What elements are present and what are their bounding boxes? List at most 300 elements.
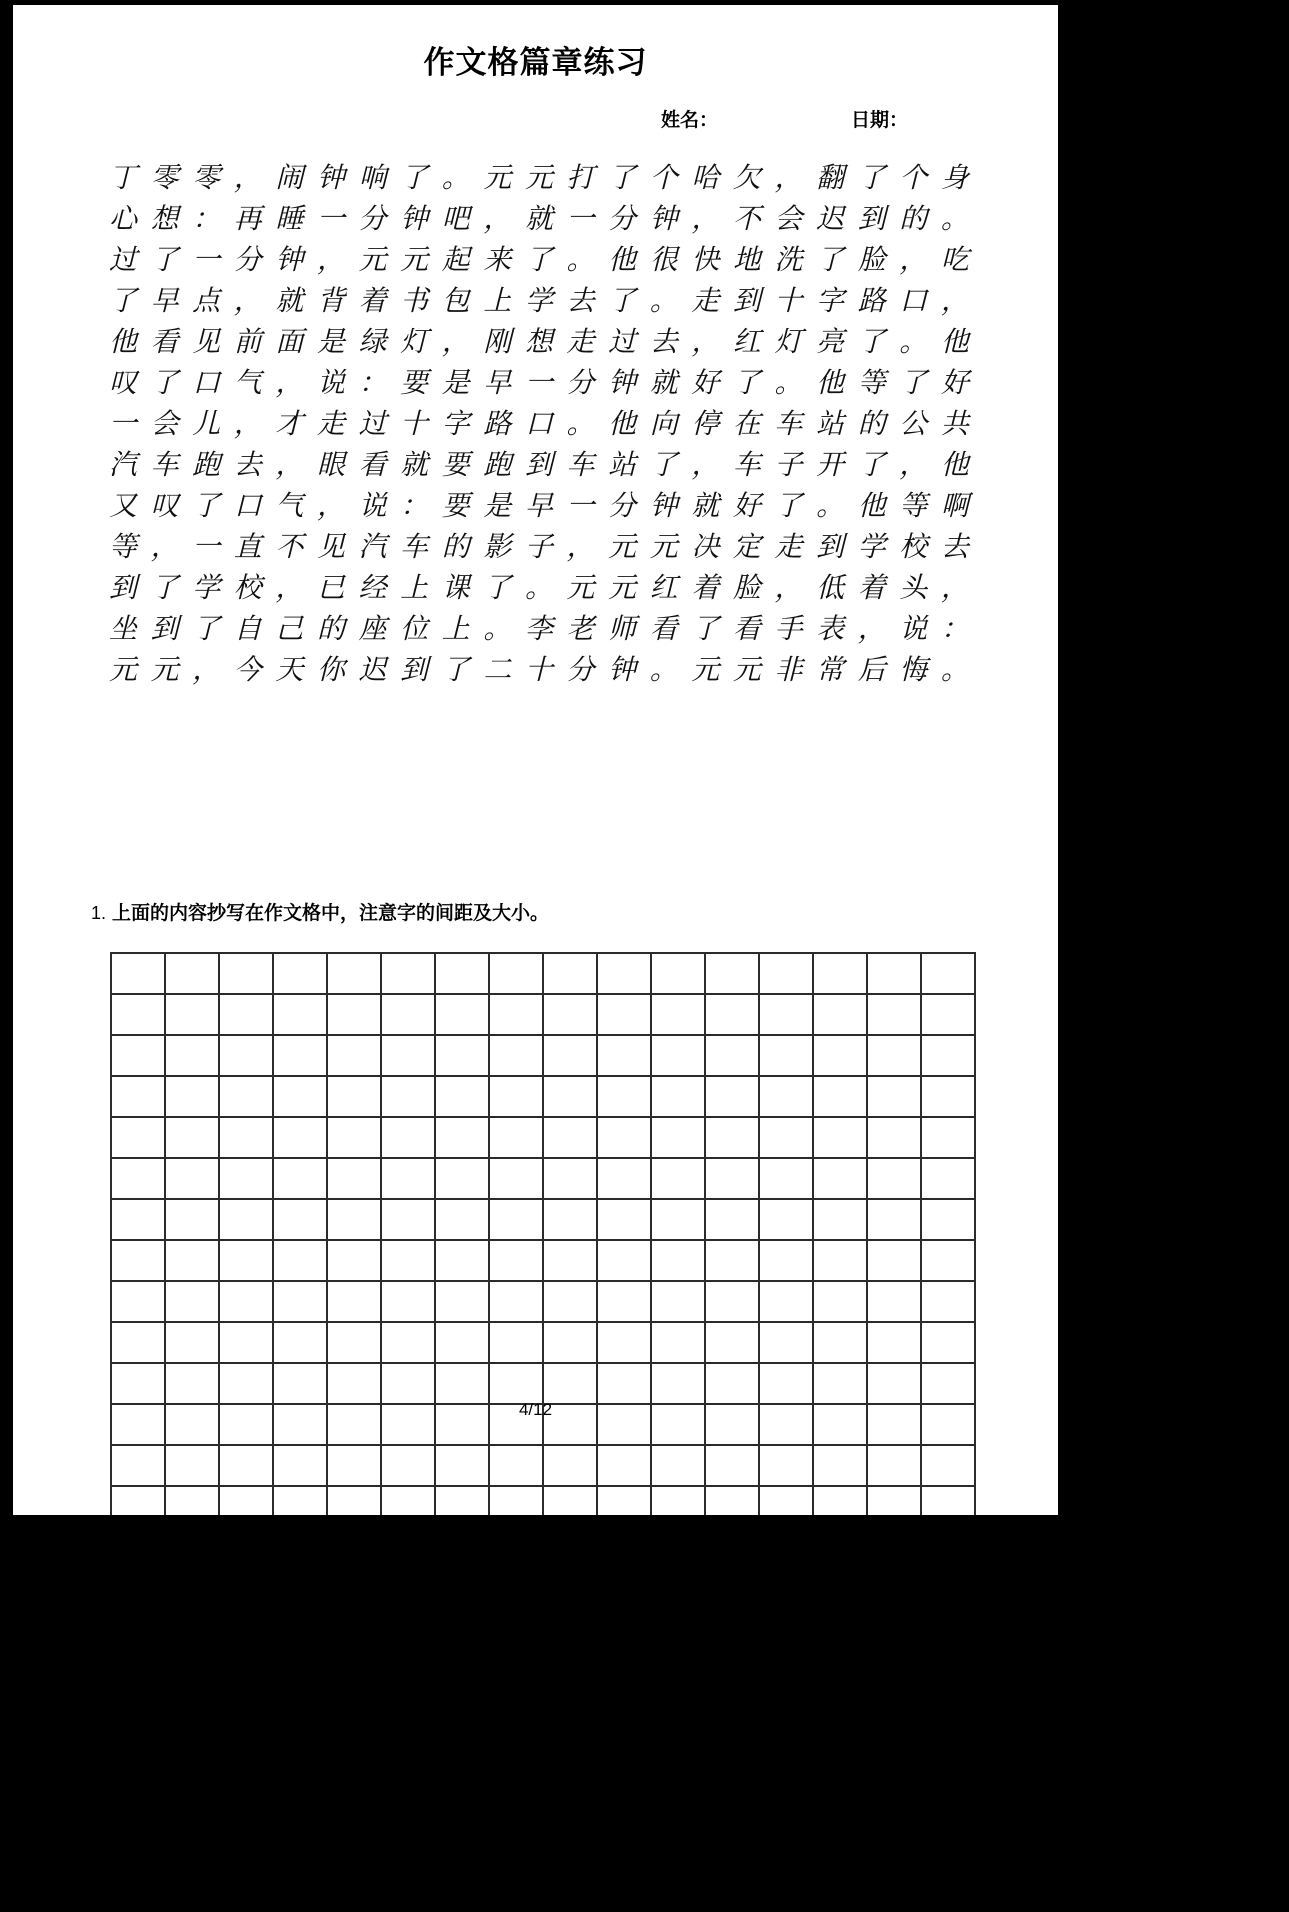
grid-cell[interactable]	[598, 1282, 652, 1323]
passage-char: ，	[316, 243, 345, 276]
grid-cell[interactable]	[760, 1159, 814, 1200]
grid-cell[interactable]	[166, 1364, 220, 1405]
grid-cell[interactable]	[112, 1241, 166, 1282]
grid-cell[interactable]	[598, 1159, 652, 1200]
grid-cell[interactable]	[166, 995, 220, 1036]
grid-cell[interactable]	[490, 1323, 544, 1364]
grid-cell[interactable]	[436, 954, 490, 995]
grid-cell[interactable]	[868, 1364, 922, 1405]
grid-cell[interactable]	[220, 1364, 274, 1405]
grid-cell[interactable]	[382, 1159, 436, 1200]
passage-char: 十	[774, 284, 803, 317]
passage-char: 共	[940, 407, 969, 440]
grid-cell[interactable]	[922, 1118, 976, 1159]
grid-cell[interactable]	[544, 995, 598, 1036]
grid-cell[interactable]	[220, 1323, 274, 1364]
passage-char: 就	[649, 366, 678, 399]
grid-cell[interactable]	[112, 1077, 166, 1118]
passage-char: 了	[483, 571, 512, 604]
grid-cell[interactable]	[814, 1036, 868, 1077]
passage-char: 车	[150, 448, 179, 481]
grid-cell[interactable]	[490, 1446, 544, 1487]
passage-char: 在	[732, 407, 761, 440]
passage-char: 钟	[649, 202, 678, 235]
grid-cell[interactable]	[436, 1446, 490, 1487]
passage-char: 走	[566, 325, 595, 358]
grid-cell[interactable]	[814, 1282, 868, 1323]
grid-cell[interactable]	[652, 1323, 706, 1364]
grid-cell[interactable]	[328, 1241, 382, 1282]
passage-char: 他	[109, 325, 138, 358]
passage-char: 说	[899, 612, 928, 645]
passage-char: 学	[192, 571, 221, 604]
grid-cell[interactable]	[328, 1446, 382, 1487]
grid-cell[interactable]	[652, 995, 706, 1036]
grid-cell[interactable]	[922, 1282, 976, 1323]
grid-cell[interactable]	[328, 1077, 382, 1118]
grid-cell[interactable]	[706, 1487, 760, 1515]
passage-char: 早	[150, 284, 179, 317]
grid-cell[interactable]	[760, 1487, 814, 1515]
grid-cell[interactable]	[382, 995, 436, 1036]
passage-char: 元	[691, 653, 720, 686]
grid-cell[interactable]	[652, 1077, 706, 1118]
grid-cell[interactable]	[814, 1241, 868, 1282]
passage-char: ，	[899, 448, 928, 481]
passage-char: ，	[691, 325, 720, 358]
passage-char: 钟	[316, 161, 345, 194]
passage-char: 口	[192, 366, 221, 399]
grid-cell[interactable]	[544, 1077, 598, 1118]
passage-char: 。	[566, 407, 595, 440]
grid-cell[interactable]	[436, 1241, 490, 1282]
grid-cell[interactable]	[706, 1364, 760, 1405]
passage-char: 校	[899, 530, 928, 563]
grid-cell[interactable]	[598, 1446, 652, 1487]
grid-cell[interactable]	[112, 1323, 166, 1364]
grid-cell[interactable]	[814, 1118, 868, 1159]
grid-cell[interactable]	[490, 1200, 544, 1241]
grid-cell[interactable]	[706, 1118, 760, 1159]
grid-cell[interactable]	[490, 1159, 544, 1200]
passage-char: 今	[233, 653, 262, 686]
grid-cell[interactable]	[814, 1159, 868, 1200]
passage-char: 说	[316, 366, 345, 399]
grid-cell[interactable]	[382, 1077, 436, 1118]
grid-cell[interactable]	[706, 995, 760, 1036]
grid-cell[interactable]	[382, 1446, 436, 1487]
grid-cell[interactable]	[868, 1487, 922, 1515]
passage-char: ，	[857, 612, 886, 645]
passage-char: 元	[732, 653, 761, 686]
passage-char: ，	[233, 284, 262, 317]
grid-cell[interactable]	[112, 1282, 166, 1323]
passage-line	[109, 608, 969, 649]
grid-cell[interactable]	[760, 1282, 814, 1323]
grid-cell[interactable]	[814, 1323, 868, 1364]
grid-cell[interactable]	[868, 1323, 922, 1364]
grid-cell[interactable]	[166, 1446, 220, 1487]
grid-cell[interactable]	[274, 1118, 328, 1159]
passage-char: 。	[649, 653, 678, 686]
grid-cell[interactable]	[868, 1446, 922, 1487]
grid-cell[interactable]	[706, 1036, 760, 1077]
grid-cell[interactable]	[220, 1446, 274, 1487]
passage-char: 亮	[816, 325, 845, 358]
passage-char: 了	[441, 653, 470, 686]
grid-cell[interactable]	[544, 954, 598, 995]
grid-cell[interactable]	[706, 1241, 760, 1282]
passage-char: 的	[857, 407, 886, 440]
grid-cell[interactable]	[274, 1036, 328, 1077]
grid-cell[interactable]	[328, 1323, 382, 1364]
grid-cell[interactable]	[220, 1282, 274, 1323]
passage-char: 是	[483, 489, 512, 522]
grid-cell[interactable]	[382, 1118, 436, 1159]
grid-cell[interactable]	[490, 1487, 544, 1515]
grid-cell[interactable]	[706, 954, 760, 995]
passage-char: 一	[566, 202, 595, 235]
passage-char: 要	[400, 366, 429, 399]
grid-cell[interactable]	[112, 1364, 166, 1405]
passage-char: 上	[483, 284, 512, 317]
passage-char: 着	[358, 284, 387, 317]
passage-char: 已	[316, 571, 345, 604]
grid-cell[interactable]	[760, 954, 814, 995]
grid-cell[interactable]	[922, 995, 976, 1036]
passage-char: 直	[233, 530, 262, 563]
grid-cell[interactable]	[220, 1118, 274, 1159]
passage-char: 向	[649, 407, 678, 440]
grid-cell[interactable]	[436, 1159, 490, 1200]
grid-cell[interactable]	[598, 1200, 652, 1241]
passage-char: 上	[441, 612, 470, 645]
grid-cell[interactable]	[598, 1036, 652, 1077]
grid-cell[interactable]	[436, 1200, 490, 1241]
grid-row	[112, 1036, 976, 1077]
passage-char: 前	[233, 325, 262, 358]
grid-cell[interactable]	[760, 1446, 814, 1487]
grid-cell[interactable]	[220, 1241, 274, 1282]
grid-cell[interactable]	[922, 954, 976, 995]
grid-cell[interactable]	[652, 1446, 706, 1487]
passage-char: 气	[233, 366, 262, 399]
passage-line	[109, 485, 969, 526]
grid-cell[interactable]	[220, 995, 274, 1036]
grid-cell[interactable]	[544, 1118, 598, 1159]
grid-cell[interactable]	[490, 1241, 544, 1282]
grid-cell[interactable]	[544, 1323, 598, 1364]
grid-cell[interactable]	[220, 954, 274, 995]
passage-char: 。	[774, 366, 803, 399]
grid-cell[interactable]	[868, 1118, 922, 1159]
grid-cell[interactable]	[436, 1077, 490, 1118]
grid-cell[interactable]	[652, 1036, 706, 1077]
grid-cell[interactable]	[112, 1200, 166, 1241]
grid-cell[interactable]	[436, 995, 490, 1036]
grid-cell[interactable]	[922, 1446, 976, 1487]
grid-cell[interactable]	[652, 1282, 706, 1323]
grid-cell[interactable]	[436, 1364, 490, 1405]
grid-cell[interactable]	[544, 1036, 598, 1077]
grid-cell[interactable]	[706, 1323, 760, 1364]
grid-cell[interactable]	[274, 1241, 328, 1282]
grid-cell[interactable]	[166, 954, 220, 995]
passage-char: 红	[732, 325, 761, 358]
passage-char: 到	[524, 448, 553, 481]
grid-cell[interactable]	[652, 1159, 706, 1200]
grid-cell[interactable]	[706, 1446, 760, 1487]
grid-cell[interactable]	[922, 1364, 976, 1405]
grid-cell[interactable]	[490, 995, 544, 1036]
grid-cell[interactable]	[922, 1241, 976, 1282]
grid-cell[interactable]	[436, 1282, 490, 1323]
page-number: 4/12	[518, 1400, 553, 1419]
grid-cell[interactable]	[814, 1364, 868, 1405]
grid-cell[interactable]	[598, 1118, 652, 1159]
grid-cell[interactable]	[814, 954, 868, 995]
passage-char: 走	[691, 284, 720, 317]
passage-char: 李	[524, 612, 553, 645]
grid-cell[interactable]	[274, 1200, 328, 1241]
grid-cell[interactable]	[868, 1159, 922, 1200]
grid-cell[interactable]	[760, 1036, 814, 1077]
grid-cell[interactable]	[112, 954, 166, 995]
passage-char: 车	[566, 448, 595, 481]
passage-char: 汽	[109, 448, 138, 481]
grid-cell[interactable]	[706, 1282, 760, 1323]
passage-char: 的	[899, 202, 928, 235]
grid-cell[interactable]	[274, 1282, 328, 1323]
grid-cell[interactable]	[274, 1159, 328, 1200]
passage-char: 哈	[691, 161, 720, 194]
grid-cell[interactable]	[922, 1159, 976, 1200]
grid-cell[interactable]	[166, 1118, 220, 1159]
grid-cell[interactable]	[598, 1364, 652, 1405]
grid-cell[interactable]	[544, 1159, 598, 1200]
grid-cell[interactable]	[166, 1487, 220, 1515]
grid-cell[interactable]	[220, 1036, 274, 1077]
grid-cell[interactable]	[328, 1282, 382, 1323]
passage-char: 灯	[400, 325, 429, 358]
passage-char: 。	[816, 489, 845, 522]
passage-char: 想	[150, 202, 179, 235]
grid-cell[interactable]	[490, 1077, 544, 1118]
grid-cell[interactable]	[220, 1200, 274, 1241]
grid-cell[interactable]	[868, 1200, 922, 1241]
grid-cell[interactable]	[544, 1241, 598, 1282]
grid-cell[interactable]	[814, 1077, 868, 1118]
grid-cell[interactable]	[166, 1159, 220, 1200]
passage-char: 闹	[275, 161, 304, 194]
passage-char: ，	[275, 448, 304, 481]
grid-cell[interactable]	[274, 1446, 328, 1487]
writing-grid[interactable]	[110, 952, 976, 1515]
grid-cell[interactable]	[814, 1446, 868, 1487]
grid-cell[interactable]	[868, 995, 922, 1036]
grid-cell[interactable]	[382, 1036, 436, 1077]
grid-cell[interactable]	[760, 995, 814, 1036]
passage-char: 。	[524, 571, 553, 604]
grid-cell[interactable]	[112, 1118, 166, 1159]
passage-char: 常	[816, 653, 845, 686]
grid-cell[interactable]	[760, 1200, 814, 1241]
grid-cell[interactable]	[652, 954, 706, 995]
grid-cell[interactable]	[598, 1077, 652, 1118]
passage-char: 绿	[358, 325, 387, 358]
passage-char: 跑	[192, 448, 221, 481]
grid-row	[112, 1077, 976, 1118]
grid-cell[interactable]	[868, 1036, 922, 1077]
grid-cell[interactable]	[436, 1036, 490, 1077]
grid-cell[interactable]	[490, 1118, 544, 1159]
grid-cell[interactable]	[166, 1282, 220, 1323]
grid-cell[interactable]	[760, 1077, 814, 1118]
passage-char: 脸	[857, 243, 886, 276]
grid-cell[interactable]	[328, 954, 382, 995]
grid-cell[interactable]	[166, 1323, 220, 1364]
grid-cell[interactable]	[382, 954, 436, 995]
passage-char: 后	[857, 653, 886, 686]
grid-cell[interactable]	[274, 1077, 328, 1118]
passage-char: 着	[857, 571, 886, 604]
grid-cell[interactable]	[436, 1487, 490, 1515]
grid-cell[interactable]	[922, 1077, 976, 1118]
passage-char: 包	[441, 284, 470, 317]
grid-cell[interactable]	[382, 1323, 436, 1364]
passage-char: 元	[150, 653, 179, 686]
grid-cell[interactable]	[382, 1200, 436, 1241]
grid-cell[interactable]	[166, 1200, 220, 1241]
grid-cell[interactable]	[652, 1487, 706, 1515]
passage-char: 口	[899, 284, 928, 317]
passage-char: ：	[940, 612, 969, 645]
grid-cell[interactable]	[166, 1241, 220, 1282]
grid-cell[interactable]	[922, 1323, 976, 1364]
grid-cell[interactable]	[760, 1241, 814, 1282]
grid-cell[interactable]	[760, 1364, 814, 1405]
grid-cell[interactable]	[652, 1118, 706, 1159]
grid-cell[interactable]	[544, 1282, 598, 1323]
passage-char: 过	[109, 243, 138, 276]
passage-char: 啊	[940, 489, 969, 522]
grid-cell[interactable]	[274, 954, 328, 995]
passage-char: 脸	[732, 571, 761, 604]
grid-cell[interactable]	[814, 995, 868, 1036]
grid-cell[interactable]	[382, 1282, 436, 1323]
passage-char: 天	[275, 653, 304, 686]
grid-cell[interactable]	[706, 1077, 760, 1118]
grid-cell[interactable]	[328, 1036, 382, 1077]
passage-char: ，	[899, 243, 928, 276]
passage-char: 又	[109, 489, 138, 522]
grid-cell[interactable]	[328, 1118, 382, 1159]
passage-char: 眼	[316, 448, 345, 481]
passage-char: 等	[109, 530, 138, 563]
passage-char: 了	[816, 243, 845, 276]
grid-cell[interactable]	[652, 1364, 706, 1405]
grid-cell[interactable]	[220, 1159, 274, 1200]
grid-cell[interactable]	[328, 1159, 382, 1200]
grid-cell[interactable]	[706, 1159, 760, 1200]
passage-char: 己	[275, 612, 304, 645]
grid-cell[interactable]	[220, 1077, 274, 1118]
grid-cell[interactable]	[490, 954, 544, 995]
grid-cell[interactable]	[868, 1241, 922, 1282]
grid-cell[interactable]	[814, 1487, 868, 1515]
grid-cell[interactable]	[112, 1487, 166, 1515]
grid-cell[interactable]	[598, 1323, 652, 1364]
grid-cell[interactable]	[598, 954, 652, 995]
grid-cell[interactable]	[544, 1364, 598, 1405]
grid-cell[interactable]	[652, 1200, 706, 1241]
grid-cell[interactable]	[868, 1077, 922, 1118]
grid-cell[interactable]	[274, 1364, 328, 1405]
grid-cell[interactable]	[328, 1487, 382, 1515]
grid-cell[interactable]	[328, 995, 382, 1036]
grid-cell[interactable]	[760, 1118, 814, 1159]
grid-cell[interactable]	[274, 995, 328, 1036]
passage-char: 了	[150, 571, 179, 604]
grid-cell[interactable]	[922, 1200, 976, 1241]
grid-cell[interactable]	[922, 1036, 976, 1077]
grid-cell[interactable]	[382, 1364, 436, 1405]
passage-char: 了	[150, 366, 179, 399]
passage-char: 子	[524, 530, 553, 563]
grid-cell[interactable]	[166, 1036, 220, 1077]
grid-cell[interactable]	[598, 1487, 652, 1515]
passage-char: 丁	[109, 161, 138, 194]
grid-cell[interactable]	[922, 1487, 976, 1515]
grid-cell[interactable]	[706, 1200, 760, 1241]
grid-cell[interactable]	[490, 1282, 544, 1323]
grid-cell[interactable]	[112, 1446, 166, 1487]
grid-cell[interactable]	[490, 1364, 544, 1405]
grid-cell[interactable]	[166, 1077, 220, 1118]
grid-cell[interactable]	[868, 954, 922, 995]
passage-char: 了	[774, 489, 803, 522]
passage-char: 会	[150, 407, 179, 440]
grid-cell[interactable]	[760, 1323, 814, 1364]
grid-cell[interactable]	[544, 1487, 598, 1515]
grid-cell[interactable]	[274, 1323, 328, 1364]
grid-cell[interactable]	[544, 1446, 598, 1487]
grid-cell[interactable]	[598, 1241, 652, 1282]
grid-cell[interactable]	[382, 1487, 436, 1515]
grid-cell[interactable]	[436, 1323, 490, 1364]
grid-cell[interactable]	[112, 1036, 166, 1077]
grid-cell[interactable]	[220, 1487, 274, 1515]
grid-cell[interactable]	[544, 1200, 598, 1241]
passage-char: 分	[233, 243, 262, 276]
grid-cell[interactable]	[328, 1200, 382, 1241]
passage-line	[109, 444, 969, 485]
grid-cell[interactable]	[436, 1118, 490, 1159]
grid-cell[interactable]	[274, 1487, 328, 1515]
grid-cell[interactable]	[814, 1200, 868, 1241]
passage-char: 等	[857, 366, 886, 399]
grid-cell[interactable]	[112, 995, 166, 1036]
grid-cell[interactable]	[490, 1036, 544, 1077]
grid-cell[interactable]	[652, 1241, 706, 1282]
passage-char: 翻	[816, 161, 845, 194]
grid-cell[interactable]	[112, 1159, 166, 1200]
grid-cell[interactable]	[598, 995, 652, 1036]
grid-cell[interactable]	[382, 1241, 436, 1282]
grid-row	[112, 995, 976, 1036]
grid-cell[interactable]	[328, 1364, 382, 1405]
grid-cell[interactable]	[868, 1282, 922, 1323]
